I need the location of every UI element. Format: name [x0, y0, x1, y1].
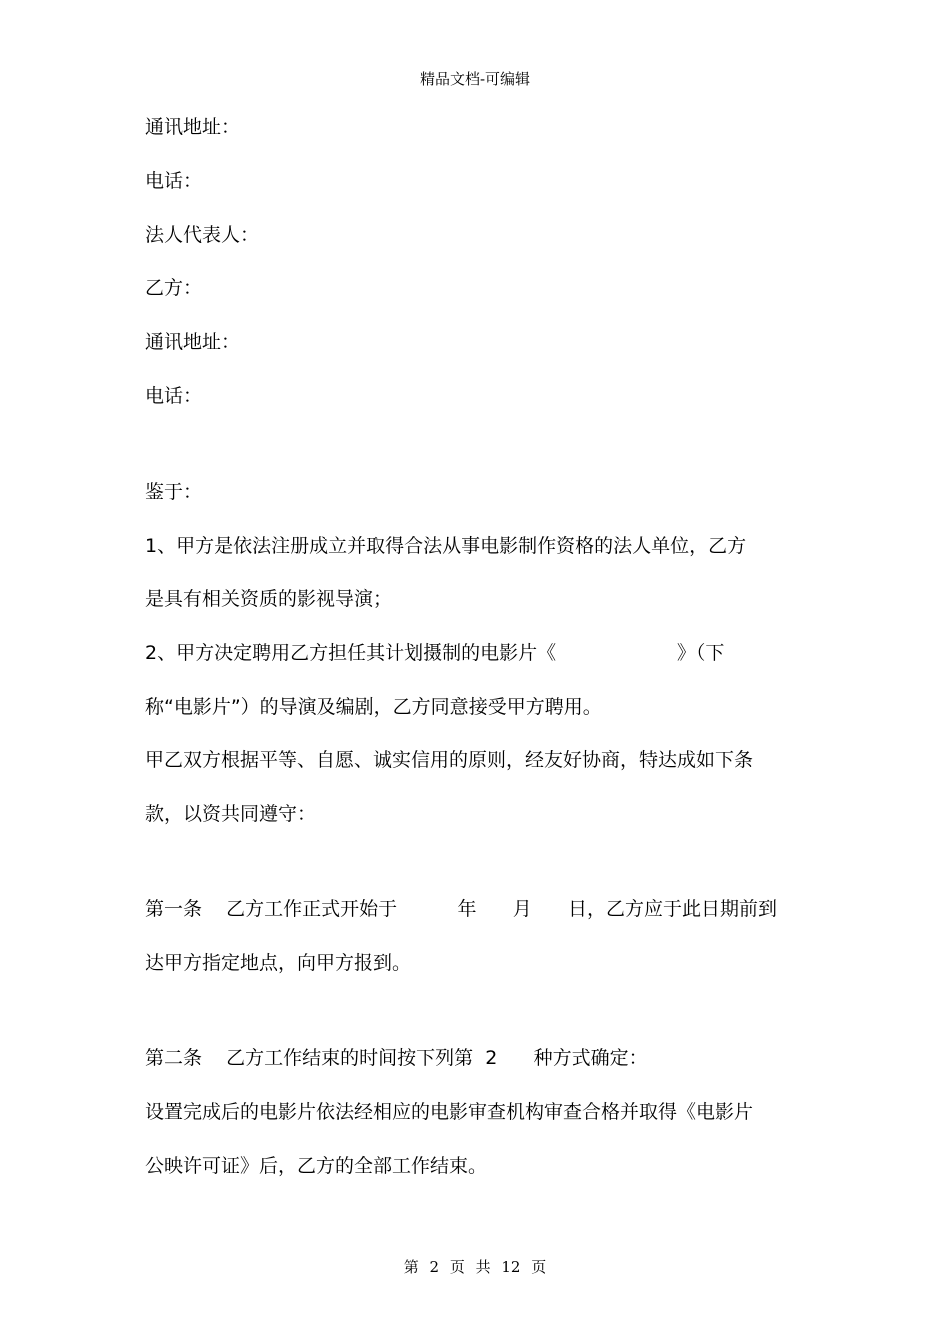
recital-item2-line1: 2、甲方决定聘用乙方担任其计划摄制的电影片《 》（下	[145, 642, 725, 664]
article1-line2: 达甲方指定地点，向甲方报到。	[145, 952, 412, 974]
page-header: 精品文档-可编辑	[419, 70, 531, 88]
article2-line2: 设置完成后的电影片依法经相应的电影审查机构审查合格并取得《电影片	[145, 1101, 754, 1123]
party-a-phone-label: 电话：	[145, 170, 203, 192]
party-b-address-label: 通讯地址：	[145, 331, 241, 353]
recital-item1-line1: 1、甲方是依法注册成立并取得合法从事电影制作资格的法人单位，乙方	[145, 535, 747, 557]
article2-line1: 第二条 乙方工作结束的时间按下列第 2 种方式确定：	[145, 1047, 648, 1069]
article2-line3: 公映许可证》后，乙方的全部工作结束。	[145, 1155, 488, 1177]
agreement-line2: 款，以资共同遵守：	[145, 803, 317, 825]
recital-item2-line2: 称“电影片”）的导演及编剧，乙方同意接受甲方聘用。	[145, 696, 602, 718]
party-b-phone-label: 电话：	[145, 385, 203, 407]
recital-item1-line2: 是具有相关资质的影视导演；	[145, 588, 393, 610]
party-a-legal-rep-label: 法人代表人：	[145, 224, 260, 246]
party-b-name-label: 乙方：	[145, 277, 203, 299]
recitals-heading: 鉴于：	[145, 481, 203, 503]
article1-line1: 第一条 乙方工作正式开始于 年 月 日，乙方应于此日期前到	[145, 898, 778, 920]
party-a-address-label: 通讯地址：	[145, 116, 241, 138]
page-footer: 第 2 页 共 12 页	[403, 1258, 547, 1276]
agreement-line1: 甲乙双方根据平等、自愿、诚实信用的原则，经友好协商，特达成如下条	[145, 749, 754, 771]
